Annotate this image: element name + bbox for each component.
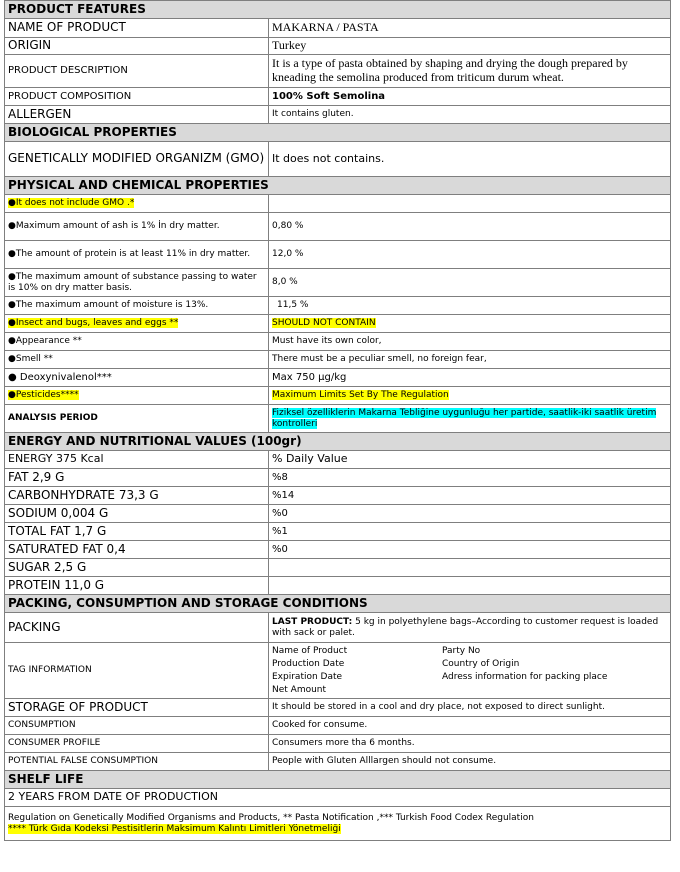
- physchem-label: ●It does not include GMO .*: [8, 198, 135, 209]
- shelf-life-value: 2 YEARS FROM DATE OF PRODUCTION: [5, 789, 671, 807]
- nutrition-value: [269, 559, 671, 577]
- section-shelf-life: SHELF LIFE: [5, 771, 671, 789]
- specification-table: [4, 0, 671, 841]
- condition-value: Cooked for consume.: [269, 717, 671, 735]
- physchem-label: ●The maximum amount of substance passing to water is 10% on dry matter basis.: [5, 269, 269, 297]
- tag-field: Name of Product: [272, 645, 348, 656]
- footnote-pesticide-regulation: **** Türk Gıda Kodeksi Pestisitlerin Maksimum Kalıntı Limitleri Yönetmeliği: [8, 823, 341, 834]
- condition-label: CONSUMPTION: [5, 717, 269, 735]
- footnotes: [5, 807, 671, 841]
- section-packing: PACKING, CONSUMPTION AND STORAGE CONDITIONS: [5, 595, 671, 613]
- feature-label: PRODUCT COMPOSITION: [5, 88, 269, 106]
- condition-label: STORAGE OF PRODUCT: [5, 699, 269, 717]
- feature-value: 100% Soft Semolina: [269, 88, 671, 106]
- physchem-label: ●Maximum amount of ash is 1% İn dry matter.: [5, 213, 269, 241]
- physchem-value: SHOULD NOT CONTAIN: [272, 318, 376, 329]
- physchem-label: ●Appearance **: [5, 333, 269, 351]
- feature-label: ALLERGEN: [5, 106, 269, 124]
- packing-label: PACKING: [5, 613, 269, 643]
- packing-value-lead: LAST PRODUCT:: [272, 617, 353, 628]
- gmo-label: GENETICALLY MODIFIED ORGANIZM (GMO): [5, 142, 269, 177]
- tag-field: Production Date: [272, 658, 345, 669]
- feature-label: NAME OF PRODUCT: [5, 19, 269, 38]
- feature-label: PRODUCT DESCRIPTION: [5, 55, 269, 88]
- analysis-period-label: ANALYSIS PERIOD: [5, 405, 269, 433]
- nutrition-label: SATURATED FAT 0,4: [5, 541, 269, 559]
- physchem-value: 11,5 %: [269, 297, 671, 315]
- physchem-value: 12,0 %: [269, 241, 671, 269]
- physchem-label: ● Deoxynivalenol***: [5, 369, 269, 387]
- nutrition-label: CARBONHYDRATE 73,3 G: [5, 487, 269, 505]
- nutrition-label: FAT 2,9 G: [5, 469, 269, 487]
- section-biological: BIOLOGICAL PROPERTIES: [5, 124, 671, 142]
- physchem-value: 0,80 %: [269, 213, 671, 241]
- physchem-label: ●Pesticides****: [8, 390, 79, 401]
- section-product-features: PRODUCT FEATURES: [5, 1, 671, 19]
- nutrition-label: ENERGY 375 Kcal: [5, 451, 269, 469]
- feature-value: It contains gluten.: [269, 106, 671, 124]
- physchem-label: ●The amount of protein is at least 11% in dry matter.: [5, 241, 269, 269]
- nutrition-value: %0: [269, 541, 671, 559]
- tag-label: TAG INFORMATION: [5, 643, 269, 699]
- nutrition-value: %0: [269, 505, 671, 523]
- nutrition-value: % Daily Value: [269, 451, 671, 469]
- physchem-label: ●Insect and bugs, leaves and eggs **: [8, 318, 179, 329]
- tag-field: Adress information for packing place: [442, 671, 608, 682]
- feature-value: Turkey: [269, 38, 671, 55]
- nutrition-value: [269, 577, 671, 595]
- tag-field: [442, 684, 667, 697]
- physchem-value: Maximum Limits Set By The Regulation: [272, 390, 449, 401]
- analysis-period-value: Fiziksel özelliklerin Makarna Tebliğine uygunluğu her partide, saatlik-iki saatlik üretim kontrolleri: [272, 408, 657, 429]
- nutrition-label: PROTEIN 11,0 G: [5, 577, 269, 595]
- section-energy: ENERGY AND NUTRITIONAL VALUES (100gr): [5, 433, 671, 451]
- nutrition-value: %1: [269, 523, 671, 541]
- footnote-regulations: Regulation on Genetically Modified Organisms and Products, ** Pasta Notification ,*** Turkish Food Codex Regulation: [8, 813, 534, 824]
- feature-label: ORIGIN: [5, 38, 269, 55]
- condition-value: Consumers more tha 6 months.: [269, 735, 671, 753]
- tag-information: [269, 643, 671, 699]
- physchem-label: ●The maximum amount of moisture is 13%.: [5, 297, 269, 315]
- tag-field: Country of Origin: [442, 658, 520, 669]
- section-physchem: PHYSICAL AND CHEMICAL PROPERTIES: [5, 177, 671, 195]
- condition-value: People with Gluten Alllargen should not consume.: [269, 753, 671, 771]
- feature-value: MAKARNA / PASTA: [269, 19, 671, 38]
- gmo-value: It does not contains.: [269, 142, 671, 177]
- physchem-value: Max 750 µg/kg: [269, 369, 671, 387]
- condition-label: CONSUMER PROFILE: [5, 735, 269, 753]
- nutrition-label: SODIUM 0,004 G: [5, 505, 269, 523]
- physchem-value: Must have its own color,: [269, 333, 671, 351]
- physchem-value: 8,0 %: [269, 269, 671, 297]
- nutrition-value: %8: [269, 469, 671, 487]
- tag-field: Net Amount: [272, 684, 327, 695]
- nutrition-value: %14: [269, 487, 671, 505]
- tag-field: Expiration Date: [272, 671, 343, 682]
- tag-field: Party No: [442, 645, 481, 656]
- physchem-value: [269, 195, 671, 213]
- condition-label: POTENTIAL FALSE CONSUMPTION: [5, 753, 269, 771]
- physchem-value: There must be a peculiar smell, no foreign fear,: [269, 351, 671, 369]
- feature-value: It is a type of pasta obtained by shaping and drying the dough prepared by kneading the semolina produced from triticum durum wheat.: [269, 55, 671, 88]
- nutrition-label: TOTAL FAT 1,7 G: [5, 523, 269, 541]
- nutrition-label: SUGAR 2,5 G: [5, 559, 269, 577]
- packing-value: 5 kg in polyethylene bags–According to customer request is loaded with sack or palet.: [272, 617, 659, 638]
- physchem-label: ●Smell **: [5, 351, 269, 369]
- condition-value: It should be stored in a cool and dry place, not exposed to direct sunlight.: [269, 699, 671, 717]
